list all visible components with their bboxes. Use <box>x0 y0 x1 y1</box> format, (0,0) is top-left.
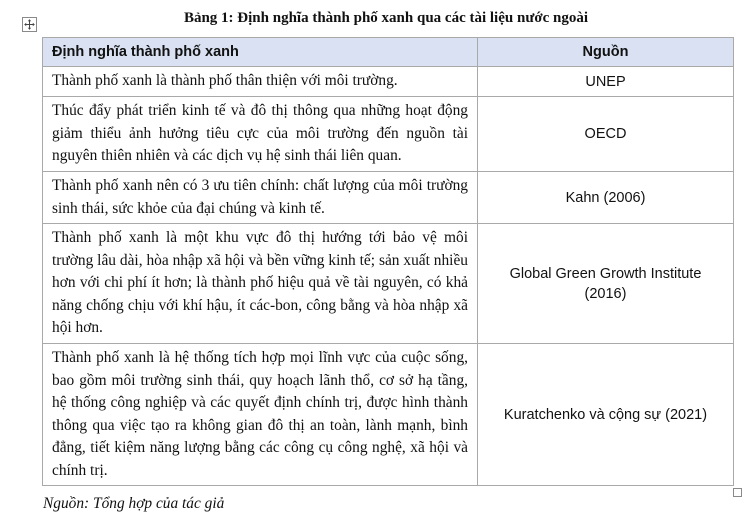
header-definition: Định nghĩa thành phố xanh <box>43 38 478 67</box>
table-row <box>43 224 734 344</box>
table-move-handle-icon[interactable] <box>22 17 37 32</box>
table-resize-handle-icon[interactable] <box>733 488 742 497</box>
source-cell: Kuratchenko và cộng sự (2021) <box>478 344 734 486</box>
source-cell: UNEP <box>478 67 734 97</box>
definition-cell: Thành phố xanh là thành phố thân thiện với môi trường. <box>43 67 478 97</box>
table-row <box>43 344 734 486</box>
table-header-row <box>43 38 734 67</box>
source-cell: OECD <box>478 97 734 172</box>
table-caption: Bảng 1: Định nghĩa thành phố xanh qua các tài liệu nước ngoài <box>183 10 589 26</box>
definition-cell: Thành phố xanh nên có 3 ưu tiên chính: chất lượng của môi trường sinh thái, sức khỏe của đại chúng và kinh tế. <box>43 172 478 224</box>
source-cell: Global Green Growth Institute (2016) <box>478 224 734 344</box>
header-source: Nguồn <box>478 38 734 67</box>
definition-cell: Thành phố xanh là một khu vực đô thị hướng tới bảo vệ môi trường lâu dài, hòa nhập xã hội và bền vững kinh tế; sản xuất nhiều hơn với chi phí ít hơn; là thành phố hiệu quả về tài nguyên, có khả năng chống chịu với khí hậu, ít các-bon, công bằng và hòa nhập xã hội hơn. <box>43 224 478 344</box>
definitions-table <box>42 37 734 486</box>
definition-cell: Thành phố xanh là hệ thống tích hợp mọi lĩnh vực của cuộc sống, bao gồm môi trường sinh thái, quy hoạch lãnh thổ, cơ sở hạ tầng, hệ thống công nghiệp và các quyết định chính trị, được hình thành thông qua việc tạo ra không gian đô thị an toàn, lành mạnh, bình đẳng, tiết kiệm năng lượng bằng các công cụ công nghệ, xã hội và chính trị. <box>43 344 478 486</box>
source-cell: Kahn (2006) <box>478 172 734 224</box>
table-row <box>43 97 734 172</box>
table-row <box>43 67 734 97</box>
source-note: Nguồn: Tổng hợp của tác giả <box>43 495 225 512</box>
definition-cell: Thúc đẩy phát triển kinh tế và đô thị thông qua những hoạt động giảm thiểu ảnh hưởng tiêu cực của môi trường đến nguồn tài nguyên thiên nhiên và các dịch vụ hệ sinh thái liên quan. <box>43 97 478 172</box>
move-arrows-icon <box>24 19 35 30</box>
table-row <box>43 172 734 224</box>
